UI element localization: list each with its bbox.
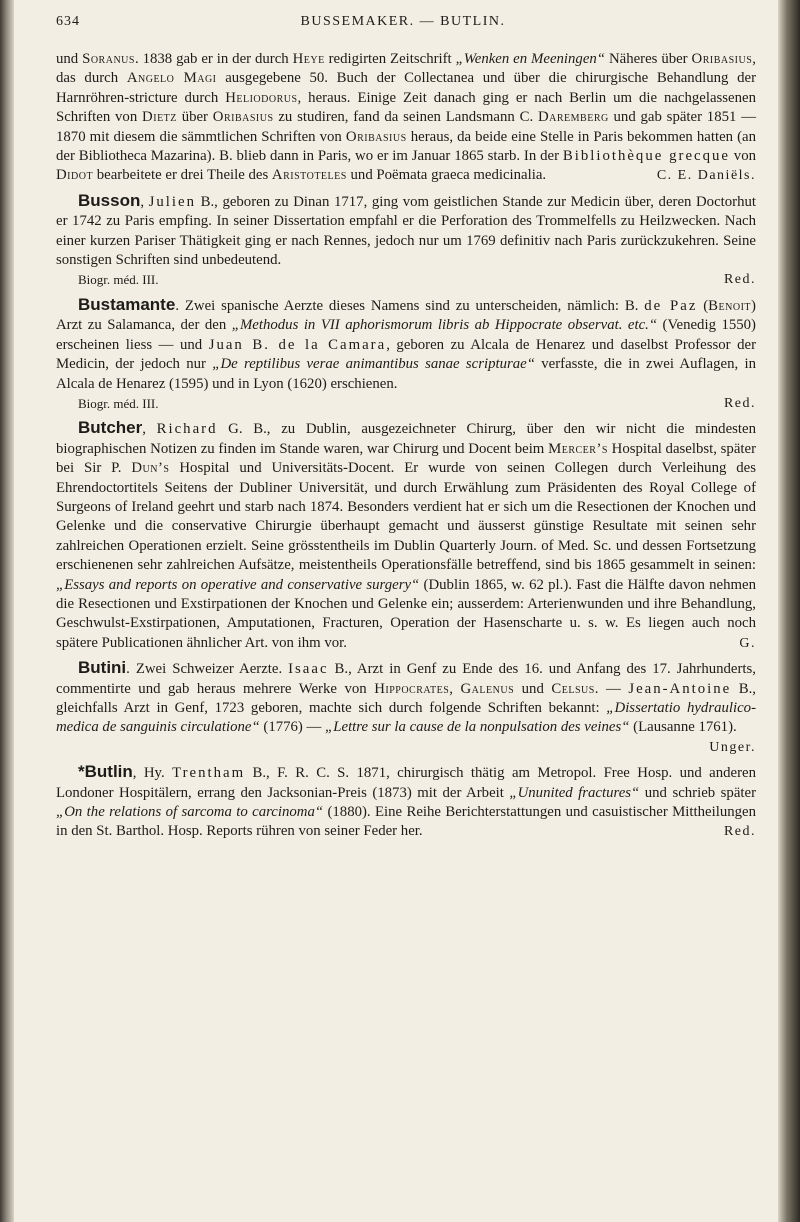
entry-butcher [56,418,756,653]
entry-bussemaker-end [56,50,756,186]
page-edge-shadow [778,0,800,1222]
entry-paragraph: Butini. Zwei Schweizer Aerzte. Isaac B., Arzt in Genf zu Ende des 16. und Anfang des 17. Jahrhunderts, commentirte und gab heraus mehrere Werke von Hippocrates, Galenus und Celsus. — Jean-Antoine B., gleichfalls Arzt in Genf, 1723 geboren, machte sich durch folgende Schriften bekannt: „Dissertatio hydraulico-medica de sanguinis circulatione“ (1776) — „Lettre sur la cause de la nonpulsation des veines“ (Lausanne 1761). Unger. [56,658,756,738]
entry-paragraph: Butcher, Richard G. B., zu Dublin, ausgezeichneter Chirurg, über den wir nicht die mindesten biographischen Notizen zu finden im Stande waren, war Chirurg und Docent beim Mercer’s Hospital daselbst, später bei Sir P. Dun’s Hospital und Universitäts-Docent. Er wurde von seinen Collegen durch Verleihung des Ehrendoctortitels Seitens der Dubliner Universität, und durch Erwählung zum Präsidenten des Royal College of Surgeons of Ireland geehrt und starb nach 1874. Besonders verdient hat er sich um die Resectionen der Knochen und Gelenke und die conservative Chirurgie überhaupt gemacht und äusserst günstige Resultate mit seinen sehr zahlreichen Operationen erzielt. Seine grösstentheils im Dublin Quarterly Journ. of Med. Sc. und dessen Fortsetzung erschienenen sehr zahlreichen Aufsätze, meistentheils Operationsfälle betreffend, sind bis 1865 gesammelt in seinen: „Essays and reports on operative and conservative surgery“ (Dublin 1865, w. 62 pl.). Fast die Hälfte davon nehmen die Resectionen und Exstirpationen der Knochen und Gelenke ein; ausserdem: Arterienwunden und ihre Behandlung, Geschwulst-Exstirpationen, Amputationen, Fracturen, Operation der Hasenscharte u. s. w. Es liegen auch noch spätere Publicationen ähnlicher Art. von ihm vor. G. [56,418,756,653]
entry-headword: *Butlin [78,762,133,782]
entry-headword: Busson [78,190,141,210]
entry-author: C. E. Daniëls. [656,168,756,184]
entry-paragraph: und Soranus. 1838 gab er in der durch Heye redigirten Zeitschrift „Wenken en Meeningen“ Näheres über Oribasius, das durch Angelo Magi ausgegebene 50. Buch der Collectanea und über die chirurgische Behandlung der Harnröhren-stricture durch Heliodorus, heraus. Einige Zeit danach ging er nach Berlin um die nachgelassenen Schriften von Dietz über Oribasius zu studiren, fand da seinen Landsmann C. Daremberg und gab später 1851 — 1870 mit diesem die sämmtlichen Schriften von Oribasius heraus, da beide eine Stelle in Paris bekommen hatten (an der Bibliotheca Mazarina). B. blieb dann in Paris, wo er im Januar 1865 starb. In der Bibliothèque grecque von Didot bearbeitete er drei Theile des Aristoteles und Poëmata graeca medicinalia. C. E. Daniëls. [56,50,756,186]
entry-paragraph: *Butlin, Hy. Trentham B., F. R. C. S. 1871, chirurgisch thätig am Metropol. Free Hosp. und anderen Londoner Hospitälern, errang den Jacksonian-Preis (1873) mit der Arbeit „Ununited fractures“ und schrieb später „On the relations of sarcoma to carcinoma“ (1880). Eine Reihe Berichterstattungen und casuistischer Mittheilungen in den St. Barthol. Hosp. Reports rühren von seiner Feder her. Red. [56,762,756,842]
entry-author: Red. [723,395,756,411]
text-column [56,50,756,842]
page-binding-shadow [0,0,14,1222]
entry-bustamante [56,295,756,413]
entry-paragraph: Bustamante. Zwei spanische Aerzte dieses Namens sind zu unterscheiden, nämlich: B. de Paz (Benoit) Arzt zu Salamanca, der den „Methodus in VII aphorismorum libris ab Hippocrate observat. etc.“ (Venedig 1550) erscheinen liess — und Juan B. de la Camara, geboren zu Alcala de Henarez und daselbst Professor der Medicin, der jedoch nur „De reptilibus verae animantibus sanae scripturae“ verfasste, die in zwei Auflagen, in Alcala de Henarez (1595) und in Lyon (1620) erschienen. [56,294,756,392]
entry-headword: Butini [78,658,127,678]
entry-author: G. [739,635,756,651]
entry-author: Unger. [709,739,756,755]
running-head [56,14,750,34]
entry-author: Red. [723,272,756,288]
entry-butini [56,658,756,757]
entry-author: Red. [723,824,756,840]
entry-paragraph: Busson, Julien B., geboren zu Dinan 1717, ging vom geistlichen Stande zur Medicin über, deren Doctorhut er 1742 zu Paris empfing. In seiner Dissertation empfahl er die Perforation des Trommelfells zu Heilzwecken. Nach einer kurzen Pariser Thätigkeit ging er nach Rennes, jedoch nur um 1769 definitiv nach Paris zurückzukehren. Seine sonstigen Schriften sind unbedeutend. [56,190,756,269]
entry-source: Biogr. méd. III. Red. [56,394,756,413]
entry-busson [56,191,756,290]
running-title: BUSSEMAKER. — BUTLIN. [300,14,506,29]
entry-headword: Butcher [78,418,143,438]
entry-source: Biogr. méd. III. Red. [56,270,756,289]
page-number: 634 [56,14,80,29]
entry-headword: Bustamante [78,294,176,314]
entry-butlin [56,762,756,842]
